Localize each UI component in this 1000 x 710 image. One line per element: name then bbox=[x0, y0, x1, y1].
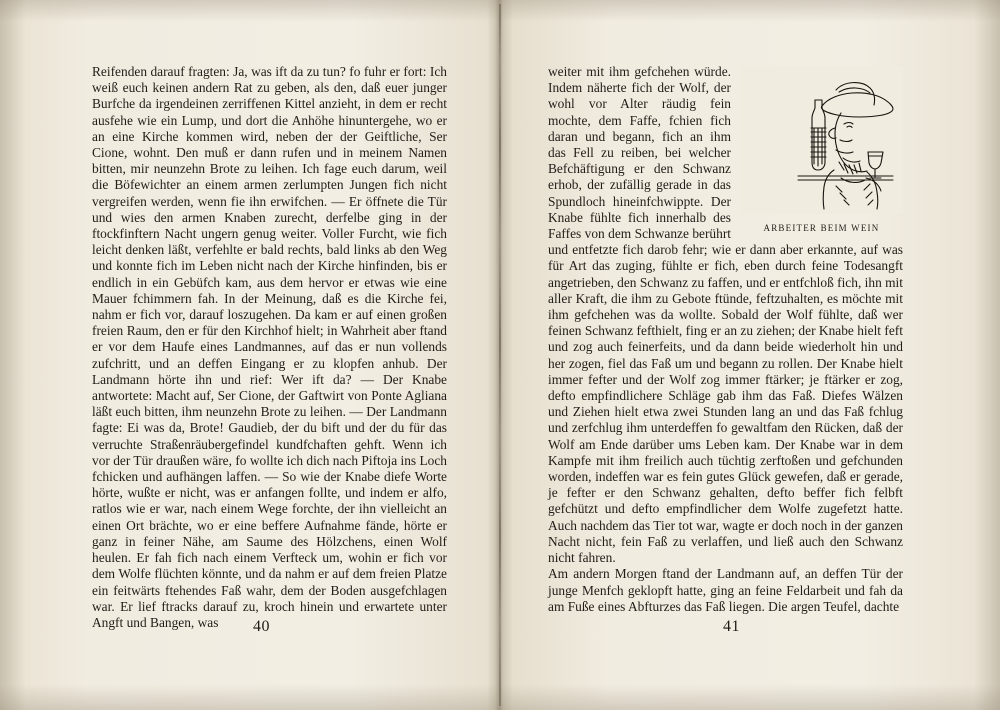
book-binding-seam bbox=[499, 4, 501, 706]
right-paragraph-2: Am andern Morgen ftand der Landmann auf, an deffen Tür der junge Menfch geklopft hatte, ging an feine Feldarbeit und fah da am Fuße eines Abfturzes das Faß liegen. Die argen Teufel, dachte bbox=[548, 566, 903, 614]
left-page-text-column bbox=[92, 64, 447, 631]
woodcut-man-with-wine-icon bbox=[740, 66, 903, 214]
illustration-caption: ARBEITER BEIM WEIN bbox=[763, 223, 880, 233]
left-paragraph-1: Reifenden darauf fragten: Ja, was ift da zu tun? fo fuhr er fort: Ich weiß euch keinen andern Rat zu geben, als den, daß euer junger Burfche da irgendeinen zerriffenen Kittel anzieht, in dem er recht ausfehe wie ein Lump, und dort die Anhöhe hinuntergehe, wo er an eine Kirche kommen wird, neben der der Geiftliche, Ser Cione, wohnt. Den muß er dann rufen und in meinem Namen bitten, mir neunzehn Brote zu leihen. Ich fage euch darum, weil die Böfewichter an einem armen zerlumpten Jungen fich nicht vergreifen werden, wenn fie ihn erwifchen. — Er öffnete die Tür und wies den armen Knaben zurecht, derfelbe ging in der ftockfinftern Nacht ungern genug weiter. Voller Furcht, wie fich leicht denken läßt, verfehlte er bald rechts, bald links ab den Weg und konnte fich im Leben nicht nach der Kirche hinfinden, bis er endlich in ein Gebüfch kam, aus dem hervor er etwas wie eine Mauer fchimmern fah. In der Meinung, daß es die Kirche fei, nahm er fich vor, darauf loszugehen. Da kam er auf einen großen freien Raum, den er für den Kirchhof hielt; in Wahrheit aber ftand er vor dem Haufe eines Landmannes, auf das er nun vollends zufchritt, und an deffen Eingang er zu klopfen anhub. Der Landmann hörte ihn und rief: Wer ift da? — Der Knabe antwortete: Macht auf, Ser Cione, der Gaftwirt von Ponte Agliana läßt euch bitten, ihm neunzehn Brote zu leihen. — Der Landmann fagte: Ei was da, Brote! Gaudieb, der du bift und der du für das verruchte Straßenräubergefindel kundfchaften gehft. Wenn ich vor der Tür draußen wäre, fo wollte ich dich nach Piftoja ins Loch fchicken und aufhängen laffen. — So wie der Knabe diefe Worte hörte, wußte er nicht, was er anfangen follte, und indem er alfo, ratlos wie er war, nach einem Wege forchte, der ihn vielleicht an einen Ort brächte, wo er eine beffere Aufnahme fände, hörte er ganz in feiner Nähe, am Saume des Hölzchens, einen Wolf heulen. Er fah fich nach einem Verfteck um, wohin er fich vor dem Wolfe flüchten könnte, und da nahm er auf dem freien Platze ein feitwärts ftehendes Faß wahr, dem der Boden ausgefchlagen war. Er lief ftracks darauf zu, kroch hinein und erwartete unter Angft und Bangen, was bbox=[92, 64, 447, 630]
left-page-number: 40 bbox=[253, 618, 270, 635]
illustration-block bbox=[740, 66, 903, 236]
right-paragraph-1: weiter mit ihm gefchehen würde. Indem näherte fich der Wolf, der wohl vor Alter räudig fein mochte, dem Faffe, fchien fich daran und begann, fich an ihm das Fell zu reiben, bei welcher Befchäftigung er den Schwanz erhob, der zufällig gerade in das Spundloch hineinfchwippte. Der Knabe fühlte fich innerhalb des Faffes von dem Schwanze berührt und entfetzte fich darob fehr; wie er dann aber erkannte, auf was für Art das zuging, fühlte er fich, eben durch feine Todesangft angetrieben, den Schwanz zu faffen, und er entfchloß fich, ihn mit aller Kraft, die ihm zu Gebote ftünde, feftzuhalten, es möchte mit ihm gefchehen was da wollte. Sobald der Wolf fühlte, daß wer feinen Schwanz fefthielt, fing er an zu ziehen; der Knabe hielt feft und zog auch feinerfeits, und da dann beide wiederholt hin und her zogen, fiel das Faß um und begann zu rollen. Der Knabe hielt immer fefter und der Wolf zog immer ftärker; je ftärker er zog, defto empfindlichere Schläge gab ihm das Faß. Diefes Wälzen und Ziehen hielt etwa zwei Stunden lang an und das Faß fchlug und zerfchlug ihm unterdeffen fo gewaltfam den Rücken, daß der Wolf am Ende darüber ums Leben kam. Der Knabe war in dem Kampfe mit ihm freilich auch tüchtig zerftoßen und gefchunden worden, indeffen war es fein gutes Glück gewefen, daß er gerade, je fefter er den Schwanz gehalten, defto beffer fich felbft gefchützt und defto empfindlicher dem Wolfe zugefetzt hatte. Auch nachdem das Tier tot war, wagte er doch noch in der ganzen Nacht nicht, fein Faß zu verlaffen, und ließ auch den Schwanz nicht fahren. bbox=[548, 64, 903, 566]
right-page-number: 41 bbox=[723, 618, 740, 635]
right-page-text-column bbox=[548, 64, 903, 615]
